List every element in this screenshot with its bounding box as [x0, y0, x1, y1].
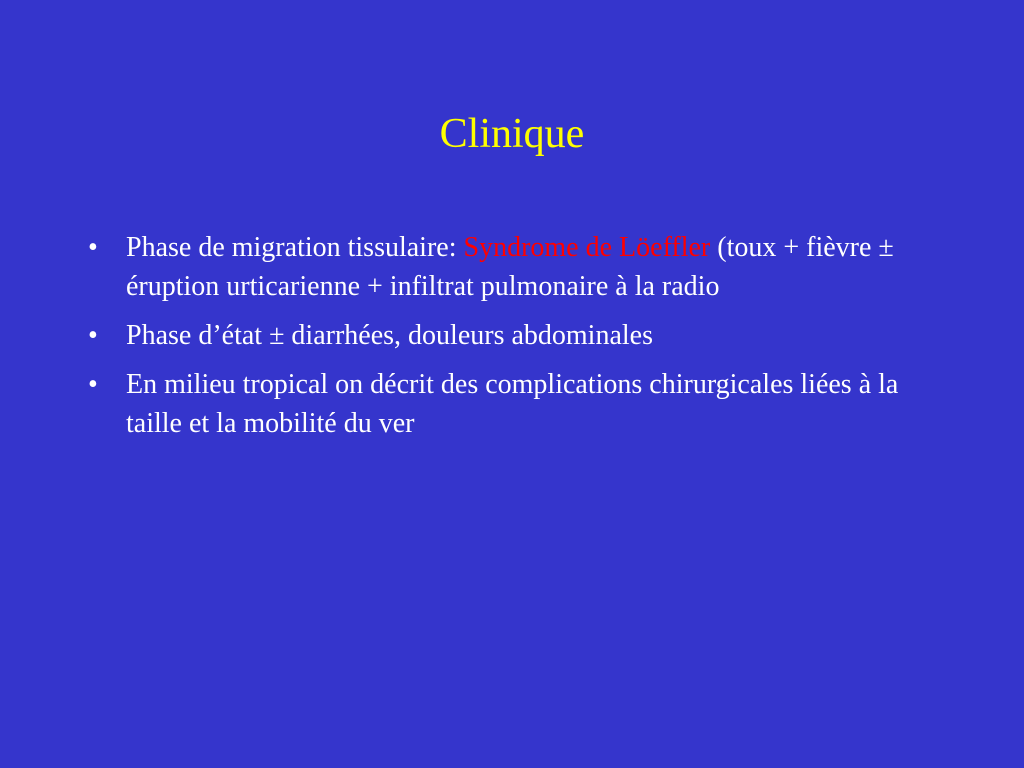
- loeffler-syndrome-highlight: Syndrome de Löeffler: [463, 232, 711, 263]
- bullet-icon: •: [88, 369, 98, 400]
- bullet-list: [88, 228, 948, 453]
- bullet-text-before: Phase de migration tissulaire:: [126, 232, 464, 263]
- bullet-text: En milieu tropical on décrit des complications chirurgicales liées à la taille et la mobilité du ver: [126, 369, 899, 439]
- bullet-icon: •: [88, 320, 98, 351]
- bullet-item-migration-phase: [88, 228, 948, 306]
- bullet-item-tropical-complications: [88, 365, 948, 443]
- bullet-text-after: (toux + fièvre ± éruption urticarienne + infiltrat pulmonaire à la radio: [126, 232, 894, 302]
- bullet-text: Phase d’état ± diarrhées, douleurs abdominales: [126, 320, 653, 351]
- slide-title: Clinique: [439, 111, 585, 157]
- bullet-item-state-phase: [88, 316, 948, 355]
- bullet-icon: •: [88, 232, 98, 263]
